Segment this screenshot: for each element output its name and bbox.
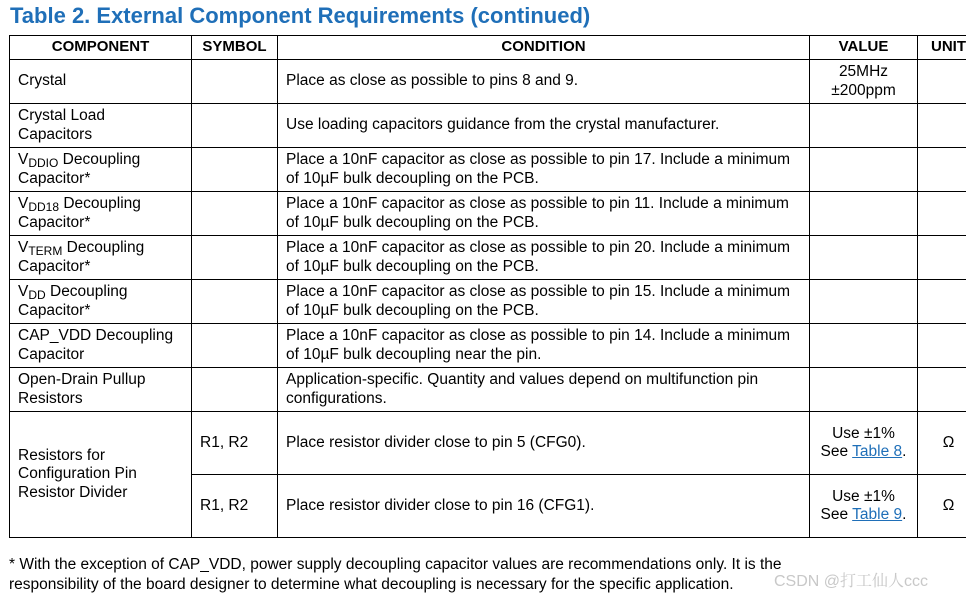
value-cell bbox=[810, 192, 918, 236]
condition-cell: Place a 10nF capacitor as close as possible to pin 15. Include a minimum of 10µF bulk decoupling on the PCB. bbox=[278, 280, 810, 324]
component-cell: Open-Drain Pullup Resistors bbox=[10, 368, 192, 412]
value-end: . bbox=[902, 506, 907, 523]
symbol-cell bbox=[192, 280, 278, 324]
condition-cell: Place a 10nF capacitor as close as possible to pin 11. Include a minimum of 10µF bulk decoupling on the PCB. bbox=[278, 192, 810, 236]
symbol-cell: R1, R2 bbox=[192, 475, 278, 538]
value-cell bbox=[810, 368, 918, 412]
component-cell: $V_{TERM}$ Decoupling Capacitor* bbox=[10, 236, 192, 280]
value-cell bbox=[810, 236, 918, 280]
condition-cell: Place resistor divider close to pin 5 (CFG0). bbox=[278, 412, 810, 475]
value-see: See bbox=[820, 506, 853, 523]
table-row bbox=[10, 280, 966, 324]
value-end: . bbox=[902, 443, 907, 460]
footnote-line: * With the exception of CAP_VDD, power supply decoupling capacitor values are recommendations only. It is the bbox=[9, 556, 782, 573]
component-cell: $V_{DD}$ Decoupling Capacitor* bbox=[10, 280, 192, 324]
value-cell bbox=[810, 412, 918, 475]
watermark: CSDN @打工仙人ccc bbox=[774, 573, 929, 590]
header-unit: UNIT bbox=[918, 36, 966, 60]
value-line: 25MHz bbox=[838, 63, 889, 80]
symbol-cell bbox=[192, 192, 278, 236]
table-row bbox=[10, 192, 966, 236]
condition-cell: Place a 10nF capacitor as close as possible to pin 17. Include a minimum of 10µF bulk decoupling on the PCB. bbox=[278, 148, 810, 192]
table-row bbox=[10, 236, 966, 280]
component-cell: $V_{DDIO}$ Decoupling Capacitor* bbox=[10, 148, 192, 192]
unit-cell bbox=[918, 60, 966, 104]
unit-cell bbox=[918, 236, 966, 280]
symbol-cell bbox=[192, 324, 278, 368]
value-cell bbox=[810, 324, 918, 368]
unit-cell bbox=[918, 368, 966, 412]
condition-cell: Place resistor divider close to pin 16 (CFG1). bbox=[278, 475, 810, 538]
component-cell: $V_{DD18}$ Decoupling Capacitor* bbox=[10, 192, 192, 236]
value-line: Use ±1% bbox=[832, 487, 895, 505]
table-title: Table 2. External Component Requirements (continued) bbox=[10, 3, 591, 28]
value-see: See bbox=[820, 443, 853, 460]
condition-cell: Place as close as possible to pins 8 and 9. bbox=[278, 60, 810, 104]
component-cell: CAP_VDD Decoupling Capacitor bbox=[10, 324, 192, 368]
component-cell: Crystal bbox=[10, 60, 192, 104]
value-cell bbox=[810, 475, 918, 538]
value-cell bbox=[810, 148, 918, 192]
symbol-cell bbox=[192, 368, 278, 412]
table-row bbox=[10, 60, 966, 104]
unit-cell bbox=[918, 148, 966, 192]
condition-cell: Use loading capacitors guidance from the crystal manufacturer. bbox=[278, 104, 810, 148]
footnote-line: responsibility of the board designer to determine what decoupling is necessary for the specific application. bbox=[9, 576, 734, 593]
unit-cell bbox=[918, 192, 966, 236]
value-line: Use ±1% bbox=[832, 424, 895, 442]
unit-cell: Ω bbox=[918, 412, 966, 475]
symbol-cell bbox=[192, 148, 278, 192]
table-row bbox=[10, 324, 966, 368]
table-9-link[interactable]: Table 9 bbox=[852, 506, 903, 523]
value-line: ±200ppm bbox=[831, 81, 896, 99]
requirements-table bbox=[9, 35, 966, 538]
component-cell: Resistors for Configuration Pin Resistor Divider bbox=[10, 412, 192, 538]
unit-cell bbox=[918, 324, 966, 368]
table-row bbox=[10, 412, 966, 475]
table-row bbox=[10, 104, 966, 148]
symbol-cell bbox=[192, 60, 278, 104]
condition-cell: Application-specific. Quantity and values depend on multifunction pin configurations. bbox=[278, 368, 810, 412]
table-row bbox=[10, 368, 966, 412]
value-cell bbox=[810, 280, 918, 324]
condition-cell: Place a 10nF capacitor as close as possible to pin 20. Include a minimum of 10µF bulk decoupling on the PCB. bbox=[278, 236, 810, 280]
table-row bbox=[10, 148, 966, 192]
unit-cell bbox=[918, 104, 966, 148]
unit-cell bbox=[918, 280, 966, 324]
value-cell bbox=[810, 60, 918, 104]
component-cell: Crystal Load Capacitors bbox=[10, 104, 192, 148]
condition-cell: Place a 10nF capacitor as close as possible to pin 14. Include a minimum of 10µF bulk decoupling near the pin. bbox=[278, 324, 810, 368]
symbol-cell bbox=[192, 104, 278, 148]
header-component: COMPONENT bbox=[10, 36, 192, 60]
unit-cell: Ω bbox=[918, 475, 966, 538]
table-8-link[interactable]: Table 8 bbox=[852, 443, 903, 460]
header-symbol: SYMBOL bbox=[192, 36, 278, 60]
symbol-cell: R1, R2 bbox=[192, 412, 278, 475]
symbol-cell bbox=[192, 236, 278, 280]
header-row bbox=[10, 36, 966, 60]
header-condition: CONDITION bbox=[278, 36, 810, 60]
value-cell bbox=[810, 104, 918, 148]
header-value: VALUE bbox=[810, 36, 918, 60]
